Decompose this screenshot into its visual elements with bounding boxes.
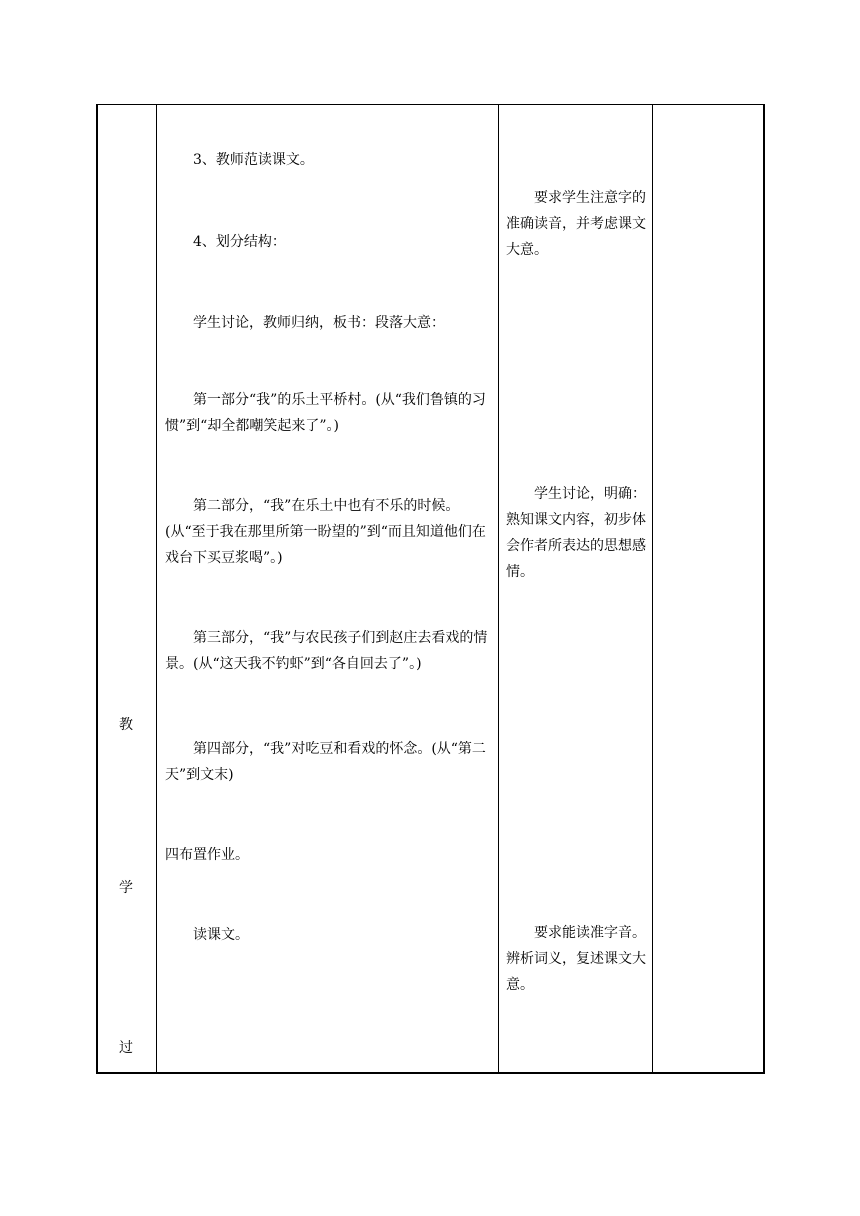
column-label-char-3: 过 [119, 1040, 133, 1056]
part-4-paragraph: 第四部分，“我”对吃豆和看戏的怀念。(从“第二天”到文末) [165, 741, 486, 783]
homework-heading: 四布置作业。 [165, 847, 249, 863]
part-3-paragraph: 第三部分，“我”与农民孩子们到赵庄去看戏的情景。(从“这天我不钓虾”到“各自回去了”。) [165, 630, 488, 672]
note-homework-goal: 要求能读准字音。辨析词义，复述课文大意。 [506, 925, 646, 993]
homework-item: 读课文。 [193, 927, 249, 943]
column-divider-1 [156, 104, 157, 1074]
column-divider-2 [498, 104, 499, 1074]
part-1-paragraph: 第一部分“我”的乐土平桥村。(从“我们鲁镇的习惯”到“却全都嘲笑起来了”。) [165, 392, 486, 434]
column-label-char-1: 教 [119, 717, 133, 733]
column-label-char-2: 学 [119, 880, 133, 896]
discussion-text: 学生讨论，教师归纳，板书：段落大意： [193, 315, 445, 331]
step-3-text: 3、教师范读课文。 [193, 152, 314, 168]
part-2-paragraph: 第二部分，“我”在乐土中也有不乐的时候。(从“至于我在那里所第一盼望的”到“而且知道他们在戏台下买豆浆喝”。) [165, 498, 486, 566]
column-divider-3 [652, 104, 653, 1074]
step-4-text: 4、划分结构： [193, 234, 286, 250]
note-reading-accuracy: 要求学生注意字的准确读音，并考虑课文大意。 [506, 190, 646, 258]
note-discussion-goal: 学生讨论，明确：熟知课文内容，初步体会作者所表达的思想感情。 [506, 486, 646, 580]
